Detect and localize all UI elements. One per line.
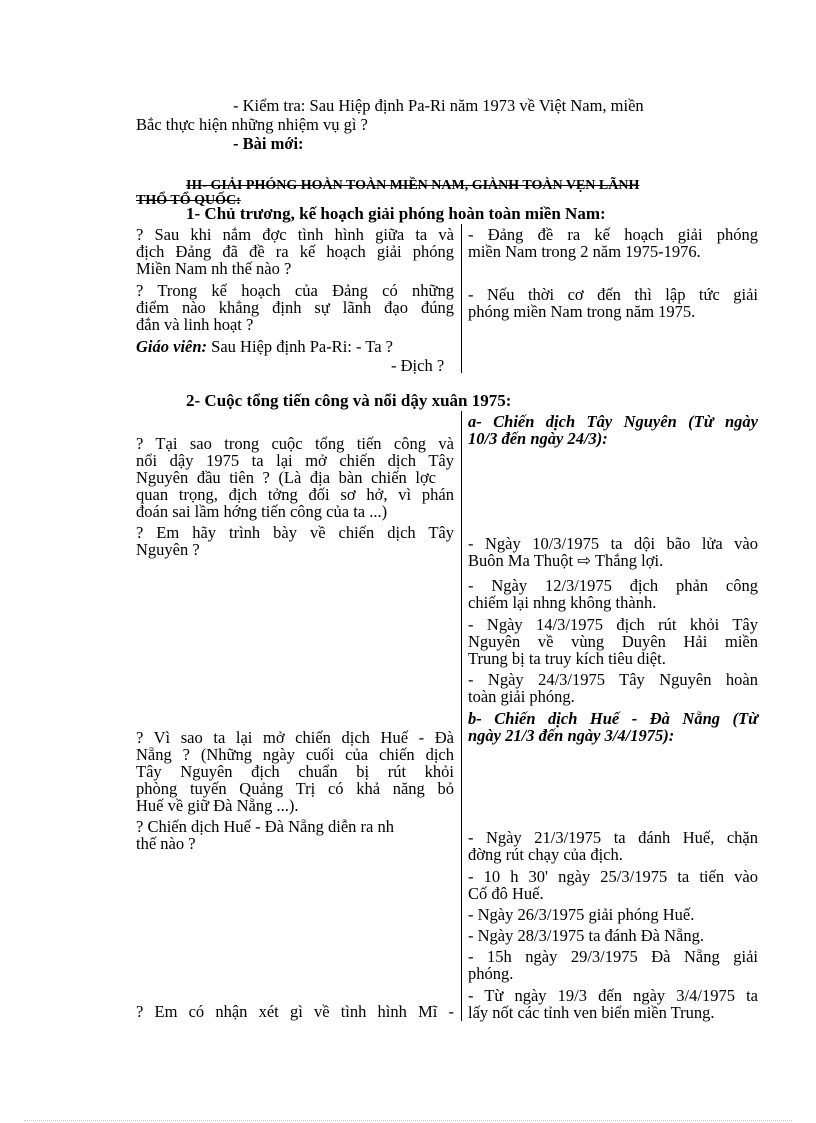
section-title-line2: THỔ TỔ QUỐC: [136,193,241,208]
question-describe-tay-nguyen: ? Em hãy trình bày về chiến dịch Tây Nguyên ? [136,523,454,559]
part2-heading: 2- Cuộc tổng tiến công và nổi dậy xuân 1975: [186,391,512,410]
question-plan: ? Sau khi nắm đợc tình hình giữa ta và địch Đảng đã đề ra kế hoạch giải phóng Miền Nam nh thế nào ? [136,225,454,278]
hue-danang-heading: b- Chiến dịch Huế - Đà Nẵng (Từ ngày 21/3 đến ngày 3/4/1975): [468,709,758,745]
event-counterattack: - Ngày 12/3/1975 địch phản công chiếm lại nhng không thành. [468,576,758,612]
teacher-enemy: - Địch ? [391,356,445,375]
tay-nguyen-heading: a- Chiến dịch Tây Nguyên (Từ ngày 10/3 đến ngày 24/3): [468,412,758,448]
question-why-tay-nguyen: ? Tại sao trong cuộc tổng tiến công và nổi dậy 1975 ta lại mở chiến dịch Tây Nguyên đầu tiên ? (Là địa bàn chiến lợc quan trọng, địch tởng đối sơ hở, vì phán đoán sai lầm hớng tiến công của ta ...) [136,434,454,521]
new-lesson-label: - Bài mới: [233,134,304,153]
column-divider-1 [461,224,462,373]
teacher-text: Sau Hiệp định Pa-Ri: - Ta ? [207,337,394,356]
teacher-note [136,338,393,355]
section-title-line1: III- GIẢI PHÓNG HOÀN TOÀN MIỀN NAM, GIÀNH TOÀN VẸN LÃNH [186,178,640,193]
event-enter-hue: - 10 h 30' ngày 25/3/1975 ta tiến vào Cố đô Huế. [468,867,758,903]
question-us-situation: ? Em có nhận xét gì về tình hình Mĩ - [136,1002,454,1021]
teacher-label: Giáo viên: [136,337,208,356]
event-liberate-danang: - 15h ngày 29/3/1975 Đà Nẵng giải phóng. [468,947,758,983]
column-divider-2 [461,411,462,1021]
question-leadership: ? Trong kế hoạch của Đảng có những điểm nào khẳng định sự lãnh đạo đúng đắn và linh hoạt ? [136,281,454,334]
event-retreat: - Ngày 14/3/1975 địch rút khỏi Tây Nguyên về vùng Duyên Hải miền Trung bị ta truy kích tiêu diệt. [468,615,758,668]
part1-heading: 1- Chủ trương, kế hoạch giải phóng hoàn toàn miền Nam: [186,204,606,223]
event-liberation: - Ngày 24/3/1975 Tây Nguyên hoàn toàn giải phóng. [468,670,758,706]
event-liberate-hue: - Ngày 26/3/1975 giải phóng Huế. [468,905,695,924]
question-describe-hue: ? Chiến dịch Huế - Đà Nẵng diễn ra nh thế nào ? [136,817,394,853]
page-bottom-border [24,1120,792,1121]
check-question-line2: Bắc thực hiện những nhiệm vụ gì ? [136,115,368,134]
check-question-line1: - Kiểm tra: Sau Hiệp định Pa-Ri năm 1973 về Việt Nam, miền [233,96,644,115]
event-buon-ma-thuot: - Ngày 10/3/1975 ta dội bão lửa vào Buôn Ma Thuột ⇨ Thắng lợi. [468,534,758,570]
event-central-provinces: - Từ ngày 19/3 đến ngày 3/4/1975 ta lấy nốt các tỉnh ven biển miền Trung. [468,986,758,1022]
event-attack-hue: - Ngày 21/3/1975 ta đánh Huế, chặn đờng rút chạy của địch. [468,828,758,864]
answer-leadership: - Nếu thời cơ đến thì lập tức giải phóng miền Nam trong năm 1975. [468,285,758,321]
answer-plan: - Đảng đề ra kế hoạch giải phóng miền Nam trong 2 năm 1975-1976. [468,225,758,261]
question-why-hue: ? Vì sao ta lại mở chiến dịch Huế - Đà Nẵng ? (Những ngày cuối của chiến dịch Tây Nguyên địch chuẩn bị rút khỏi phòng tuyến Quảng Trị có khả năng bỏ Huế về giữ Đà Nẵng ...). [136,728,454,815]
event-attack-danang: - Ngày 28/3/1975 ta đánh Đà Nẵng. [468,926,704,945]
